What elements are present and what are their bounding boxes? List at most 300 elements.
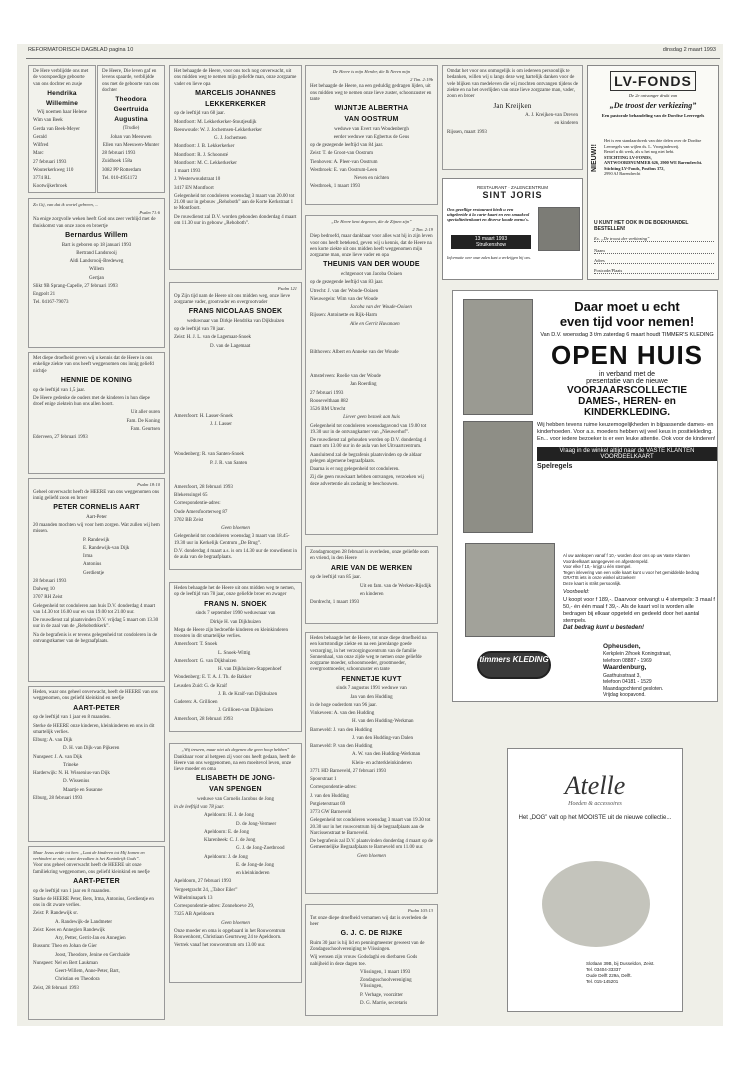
ad-text: J. Westerwoudstraat 10 <box>174 177 221 183</box>
ad-text: D. H. van Dijk-van Pijkeren <box>63 746 120 752</box>
ad-verse-ref: Psalm 71:6 <box>139 209 160 215</box>
ad-verse-ref: 2 Tim. 2:19b <box>410 76 433 82</box>
ad-text: Christian en Theodora <box>55 977 100 983</box>
ad-text: (Trudie) <box>122 126 140 132</box>
death-ad-arie <box>305 546 438 624</box>
ad-text: Neven en nichten <box>354 176 389 181</box>
timmer-example-label: Voorbeeld: <box>563 589 590 596</box>
ad-text: Montfoort: R. J. Schoonsté <box>174 152 229 158</box>
ad-text: Liever geen bezoek aan huis <box>343 415 400 421</box>
ad-text: 1 maart 1993 <box>174 169 201 174</box>
lv-cta: U KUNT HET OOK IN DE BOEKHANDEL BESTELLEN! <box>594 220 689 232</box>
death-ad-aart-peter-2 <box>28 846 165 1020</box>
ad-text: Gerdientje <box>83 570 105 576</box>
ad-text: P. J. R. van Santen <box>210 460 248 466</box>
ad-text: 3417 EN Montfoort <box>174 185 214 191</box>
ad-text: 3774 RL <box>33 176 51 181</box>
ad-verse-ref: Psalm 103:13 <box>407 908 433 913</box>
ad-text: Wim van Beek <box>33 118 63 124</box>
ad-text: Zeist: Kees en Annegien Randewijk <box>33 927 105 933</box>
ad-verse-ref: 2 Tim. 2:19 <box>412 226 433 232</box>
child-name: Augustina <box>114 116 148 124</box>
ad-text: Zeist: T. de Groot-van Oostrum <box>310 151 373 157</box>
ad-text: Alie en Gerrit Huvanaen <box>350 321 400 327</box>
atelle-tagline: Hoeden & accessoires <box>568 801 622 807</box>
ad-text: in de hoge ouderdom van 96 jaar. <box>310 702 377 708</box>
atelle-text: Het „DOG” valt op het MOOISTE uit de nieuwe collectie... <box>518 815 672 821</box>
ad-text: Omdat het voor ons onmogelijk is om iedereen persoonlijk te bedanken, willen wij u langs deze weg hartelijk danken voor de vele blijken van medeleven die wij mochten ontvangen tijdens de ziekte en na het overlijden van onze lieve zorgzame man, vader, zoon en broer <box>447 69 578 99</box>
restaurant-name: SINT JORIS <box>482 190 543 200</box>
ad-text: Op Zijn tijd nam de Heere uit ons midden weg, onze lieve zorgzame vader, grootvader en overgrootvader <box>174 293 291 305</box>
ad-text: De Here verblijdde ons met de voorspoedige geboorte van ons dochter en zusje <box>33 69 89 87</box>
ad-text: Apeldoorn: J. de Jong <box>204 854 248 860</box>
ad-text: op de gezegende leeftijd van 83 jaar. <box>310 280 384 286</box>
ad-text: op de gezegende leeftijd van 84 jaar. <box>310 143 384 148</box>
ad-text: G. J. de Jong-Zoetbrood <box>236 846 285 852</box>
ad-text: Gelegenheid tot condoleren aan huis D.V. donderdag 4 maart van 14.30 tot 16.00 uur en van 19.00 tot 21.00 uur. <box>33 603 156 615</box>
lv-body: STICHTING LV-FONDS, <box>604 154 652 160</box>
ad-text: Zeist: H. J. L. van de Lagemaat-Snoek <box>174 335 252 341</box>
store-opheusden: Opheusden, <box>603 643 641 650</box>
event-date: 13 maart 1993 <box>474 236 508 242</box>
ad-text: 3707 RH Zeist <box>33 595 63 601</box>
ad-verse: Maar Jezus zeide tot hen: „Laat de kinderen tot Mij komen en verhindert ze niet; want derzulken is het Koninkrijk Gods”. <box>33 850 145 861</box>
ad-text: sinds 7 augustus 1991 weduwe van <box>336 686 407 692</box>
birth-ad-hendrika <box>28 65 96 193</box>
ad-text: Voor ons geheel onverwacht heeft de HEERE uit onze familiekring weggenomen, ons geliefd kleinkind en neefje <box>33 863 150 875</box>
restaurant-info: Informatie over onze zalen kunt u verkrijgen bij ons. <box>447 255 531 260</box>
restaurant-text: Ons gezellige restaurant biedt u een uitgebreide à la carte-kaart en een smaakvol specialiteitenkaart en diverse koude menu's. <box>447 207 530 222</box>
death-ad-de-rijke <box>305 904 438 1016</box>
ad-text: Amersfoort: G. van Dijkhuizen <box>174 658 237 664</box>
photo-woman-hat <box>465 543 555 637</box>
ad-text: Geen bloemen <box>357 853 386 859</box>
ad-text: Geheel onverwacht heeft de HEERE van ons weggenomen ons innig geliefd zoon en broer <box>33 489 160 501</box>
death-ad-elisabeth <box>169 743 302 983</box>
ad-text: Barneveld: P. van den Hudding <box>310 744 373 749</box>
deceased-name: HENNIE DE KONING <box>60 376 133 384</box>
ad-text: Willem <box>89 267 104 273</box>
ad-text: Gelegenheid tot condoleren woensdag 3 maart van 18.45-19.30 uur in Kerkelijk Centrum „De Brug”. <box>174 534 290 546</box>
ad-text: Het behaagde de Heere, voor ons toch nog onverwacht, uit ons midden weg te nemen mijn geliefde man, onze zorgzame vader en lieve opa <box>174 69 297 87</box>
death-ad-aart-peter-1 <box>28 686 165 842</box>
ad-text: Na de begrafenis is er tevens gelegenheid tot condoleren in de ontvangstkamer van de begraafplaats. <box>33 632 158 644</box>
deceased-name: LEKKERKERKER <box>205 100 266 108</box>
ad-text: Uit aller ouren <box>130 410 160 416</box>
ad-text: 20 maanden mochten wij voor hem zorgen. Wat zullen wij hem missen. <box>33 523 160 535</box>
ad-text: J. van den Hudding-van Dalen <box>352 735 413 741</box>
lv-desc: Een pastorale behandeling van de Dordtse Leerregels <box>601 113 705 118</box>
ad-text: Jacoba van der Woude-Ooiaen <box>350 305 412 310</box>
timmers-kleding-ad <box>452 290 718 702</box>
ad-text: E. de Jong-de Jong <box>236 862 275 868</box>
ad-text: op de leeftijd van 68 jaar. <box>174 111 225 117</box>
ad-text: Marc <box>33 151 44 157</box>
death-ad-peter-cornelis <box>28 478 165 682</box>
ad-text: H. van Dijkhuizen-Stappenhoef <box>218 667 282 672</box>
photo-girl <box>463 299 533 415</box>
ad-text: Gaderen: A. Grillioen <box>174 700 218 705</box>
lv-postcode-field[interactable]: Postcode/Plaats <box>594 268 714 274</box>
ad-text: Reeuwoude: W. J. Jochemsen-Lekkerkerker <box>174 127 262 133</box>
ad-text: Wouterkerkweg 110 <box>33 167 74 173</box>
ad-text: Gerda van Beek-Meyer <box>33 126 80 132</box>
ad-text: J. van den Hudding <box>310 793 349 799</box>
ad-text: Tienhoven: A. Pleer-van Oostrum <box>310 159 378 165</box>
ad-text: G. J. Jochemsen <box>214 136 247 141</box>
ad-text: Heden, waar ons geheel onverwacht, heeft de HEERE van ons weggenomen, ons geliefd kleinkind en neefje <box>33 690 158 702</box>
ad-text: Zuidhoek 158a <box>102 159 133 165</box>
ad-verse: „De Heere kent degenen, die de Zijnen zijn” <box>331 219 412 224</box>
ad-verse: De Heere is mijn Herder, die Ik Neren mijn <box>332 69 411 74</box>
family-name: Jan Kreijken <box>493 102 532 111</box>
ad-text: Geen bloemen <box>221 526 250 532</box>
masthead-date: dinsdag 2 maart 1993 <box>662 47 716 53</box>
ad-text: Zeist, 28 februari 1993 <box>33 985 79 991</box>
ad-text: Aldi Landsrooij-Bredeweg <box>69 259 124 264</box>
ad-text: H. van den Hudding-Werkman <box>352 719 414 725</box>
ad-text: Tot onze diepe droefheid vernamen wij dat is overleden de heer <box>310 915 428 927</box>
store-line: telefoon 08887 - 1969 <box>603 657 652 664</box>
deceased-name: PETER CORNELIS AART <box>53 504 140 512</box>
deceased-name: AART-PETER <box>73 877 120 885</box>
ad-text: Gelegenheid tot condoleren woensdag 3 maart van 19.30 tot 20.30 uur in het rouwcentrum bij de begraafplaats aan de Narcissenstraat te Barneveld. <box>310 818 431 836</box>
deceased-name: FRANS NICOLAAS SNOEK <box>188 308 283 316</box>
ad-text: op de leeftijd van 1 jaar en 8 maanden. <box>33 715 111 721</box>
ad-text: J. Grillioen-van Dijkhuizen <box>218 708 273 714</box>
photo-hat-model <box>542 861 650 947</box>
ad-text: Dankbaar voor al hetgeen zij voor ons heeft gedaan, heeft de Heere van ons weggenomen, na een moeitevol leven, onze lieve moeder en oma <box>174 754 296 773</box>
ad-text: Jan Roerding <box>350 382 377 388</box>
lv-name-field[interactable]: Naam <box>594 248 714 254</box>
ad-text: Na enige zorgvolle weken heeft God ons zeer verblijd met de thuiskomst van onze zoon en broertje <box>33 217 156 229</box>
atelle-address: Oude Delft 229a, Delft. <box>586 973 632 979</box>
ad-text: Vergeetgracht 24, „Tabor Eiler” <box>174 887 238 893</box>
lv-subtitle: De 2e ontvanger drukt van <box>628 93 678 98</box>
timmer-example: U koopt voor f 189,-. Daarvoor ontvangt u 4 stempels: 3 maal f 50,- én één maal f 39,-. Als de kaart vol is worden alle bedragen bij elkaar opgeteld en gedeeld door het aantal stempels. <box>563 596 715 625</box>
ad-text: Gelegenheid tot condoleren woensdag 3 maart van 20.00 tot 21.00 uur in gebouw „Rehoboth” aan de Korte Kerkstraat 1 te Montfoort. <box>174 193 295 212</box>
ad-text: Bertrand Landsrooij <box>76 250 117 256</box>
lv-order-line[interactable]: Ex. „De troost der verkiezing” <box>594 236 714 242</box>
child-name: Theodora <box>115 96 147 103</box>
lv-body: Bestel u dit werk, als u het nog niet hebt. <box>604 149 675 155</box>
ad-text: Dalweg 10 <box>33 587 55 593</box>
masthead <box>20 45 722 57</box>
timmer-sub: Van D.V. woensdag 3 t/m zaterdag 6 maart houdt TIMMER'S KLEDING <box>540 332 714 338</box>
ad-text: Montfoort: M. Lekkerkerker-Stoutjesdijk <box>174 119 257 125</box>
child-name: Geertruida <box>113 106 149 114</box>
death-ad-frans-nicolaas <box>169 282 302 570</box>
ad-text: Zondagsschoolvereniging Vlissingen, <box>360 978 412 990</box>
ad-text: Irma <box>83 554 93 560</box>
ad-text: Amersfoort, 28 februari 1993 <box>174 484 233 490</box>
deceased-name: WIJNTJE ALBERTHA <box>334 105 409 112</box>
death-ad-hennie <box>28 352 165 474</box>
birth-ad-theodora <box>97 65 165 193</box>
ad-text: Wij wensen zijn vrouw Godsdaghi en dierbaren Gods nabijheid in deze dagen toe. <box>310 955 418 967</box>
ad-text: Woudenberg: R. van Santen-Snoek <box>174 452 245 458</box>
ad-text: Klarenbeek: C. J. de Jong <box>204 838 256 844</box>
atelle-address: Tel. 03404-33337 <box>586 967 621 973</box>
ad-text: Potgieterstraat 69 <box>310 801 346 807</box>
store-line: telefoon 04181 - 1529 <box>603 679 652 686</box>
ad-text: 28 februari 1993 <box>102 151 136 157</box>
timmer-headline-1: Daar moet u echt <box>574 299 680 314</box>
ad-text: Tel. 04167-79073 <box>33 300 69 306</box>
ad-text: Harderwijk: N. H. Wissenius-van Dijk <box>33 771 110 776</box>
lv-new-badge: NIEUW!! <box>591 144 598 172</box>
death-ad-wijntje <box>305 65 438 205</box>
ad-text: Nunspeet: J. A. van Dijk <box>33 754 83 760</box>
timmer-body: Wij hebben tevens ruime keuzemogelijkheden in bijpassende dames- en kinderhoeden. Voor a.s. moeders hebben wij veel keus in positiekleding. En... voor iedere bezoeker is er een leuke attentie. Ook voor de kinderen! <box>537 422 716 443</box>
ad-verse: Zo Gij, van dat ik wortel gebreen, ... <box>33 202 99 207</box>
ad-text: Vertrek vanaf het rouwcentrum om 13.00 uur. <box>174 943 266 949</box>
ad-text: Aansluitend zal de begrafenis plaatsvinden op de aldaar gelegen algemene begraafplaats. <box>310 452 422 464</box>
ad-verse: „Wij treuren, maar niet als degenen die geen hoop hebben” <box>181 747 290 752</box>
lv-address-field[interactable]: Adres <box>594 258 714 264</box>
ad-text: P. Verhage, voorzitter <box>360 992 403 998</box>
ad-text: Apeldoorn, 27 februari 1993 <box>174 879 232 885</box>
ad-text: L. Snoek-Wittig <box>218 650 251 656</box>
ad-text: weduwnaar van Dirkje Hendrika van Dijkhuizen <box>186 318 285 324</box>
ad-text: echtgenoot van Jacoba Ooiaen <box>341 272 402 277</box>
ad-text: Correspondentie-adres: <box>310 785 357 791</box>
child-name: Hendrika <box>47 89 77 97</box>
ad-text: Antonius <box>83 562 102 568</box>
ad-text: 7325 AB Apeldoorn <box>174 912 215 918</box>
ad-text: De Heere, Die leven gaf en levens spaarde, verblijdde ons met de geboorte van ons dochter <box>102 69 160 93</box>
ad-text: D. Wissenius <box>63 779 90 785</box>
ad-text: Correspondentie-adres: <box>174 501 221 507</box>
ad-text: D.V. donderdag 4 maart a.s. is om 14.30 uur de rouwdienst in de aula van de begraafplaats. <box>174 548 297 561</box>
lv-fonds-title: LV-FONDS <box>610 71 696 91</box>
ad-text: Heden behaagde het de Heere, tot onze diepe droefheid na een kortstondige ziekte en na een jarenlange goede verzorging, in het verzorgingscentrum van de familie Sonnenhaal, van onze zijde weg te nemen onze geliefde zorgzame moeder, schoonmoeder, grootmoeder, overgrootmoeder, schoonzuster en tante <box>310 636 427 673</box>
timmer-tag: Dat bedrag kunt u besteden! <box>563 625 645 632</box>
ad-text: Wilhelminapark 13 <box>174 895 213 901</box>
ad-text: en kleinkinderen <box>236 871 270 877</box>
ad-text: Wij noemen haar Helene <box>37 110 87 115</box>
death-ad-frans-snoek <box>169 582 302 732</box>
ad-text: Blekerssingel 65 <box>174 493 208 499</box>
deceased-name: AART-PETER <box>73 704 120 712</box>
ad-text: Rijssen, maart 1993 <box>447 129 487 135</box>
photo-girl-2 <box>463 421 533 533</box>
lv-body: Stichting LV-Fonds, Postbus 372, <box>604 165 665 171</box>
ad-text: Bussum: Theo en Johan de Gier <box>33 944 97 950</box>
timmer-collection: KINDERKLEDING. <box>583 407 671 418</box>
ad-text: Vlissingen, 1 maart 1993 <box>360 969 411 975</box>
ad-text: 3773 GW Barneveld <box>310 810 352 815</box>
ad-text: Johan van Meeuwen <box>110 134 152 140</box>
ad-text: Leusden Zuid: G. de Kraif <box>174 683 227 689</box>
ad-text: 27 februari 1993 <box>33 159 67 165</box>
ad-text: D. van de Lagemaat <box>210 343 251 349</box>
masthead-left: REFORMATORISCH DAGBLAD pagina 10 <box>28 47 134 53</box>
ad-text: Daarna is er nog gelegenheid tot condoleren. <box>310 467 400 472</box>
timmer-rule: Voor elke f 10,- krijgt u één stempel. <box>563 564 632 570</box>
ad-text: Gerald <box>33 134 47 140</box>
store-line: Kerkplein 2/hoek Koningstraat, <box>603 651 672 658</box>
ad-text: 3702 BB Zeist <box>174 517 204 523</box>
ad-text: op de leeftijd van 1,5 jaar. <box>33 387 86 393</box>
lv-slogan: „De troost der verkiezing” <box>609 101 697 110</box>
store-waardenburg: Waardenburg, <box>603 664 647 672</box>
timmer-headline-2: even tijd voor nemen! <box>559 314 695 329</box>
ad-text: P. Randewijk <box>83 537 110 543</box>
deceased-name: G. J. C. DE RIJKE <box>340 930 403 938</box>
ad-text: eerder weduwe van Egbertus de Geus <box>333 134 410 140</box>
ad-text: Uit en fam. van de Werken-Rijsdijk <box>360 583 432 589</box>
atelle-address: Slotlaan 39B, bij Dusseldon, Zeist. <box>586 961 655 966</box>
ad-text: D. G. Marrie, secretaris <box>360 1000 408 1006</box>
ad-text: Montfoort: M. C. Lekkerkerker <box>174 160 237 166</box>
ad-text: D. de Jong-Vermeer <box>236 821 277 827</box>
ad-text: weduwe van Cornelis Jacobus de Jong <box>196 796 275 802</box>
ad-text: Zij die geen rouwkaart hebben ontvangen, verzoeken wij deze advertentie als zodanig te beschouwen. <box>310 475 424 487</box>
ad-text: A. J. Kreijken-van Dreven <box>525 113 578 118</box>
ad-text: Mega de Heere zijn bedroefde kinderen en kleinkinderen troosten in dit smartelijke verlies. <box>174 627 288 639</box>
restaurant-event <box>451 235 531 249</box>
ad-text: A. Randewijk-de Landmeter <box>55 919 113 925</box>
ad-text: op de leeftijd van 85 jaar. <box>310 575 361 581</box>
ad-text: 28 februari 1993 <box>33 578 67 584</box>
ad-text: sinds 7 september 1990 weduwnaar van <box>195 611 276 617</box>
deceased-name: MARCELIS JOHANNES <box>195 89 276 97</box>
timmer-rule: Tegen inlevering van een volle kaart kunt u voor het gemiddelde bedrag GRATIS iets in onze winkel uitzoeken! <box>563 569 700 581</box>
timmer-rule: Al uw aankopen vanaf f 10,- worden door ons op uw Vaste Klanten Voordeelkaart aangegeven en afgestempeld. <box>563 553 690 564</box>
child-name: Bernardus Willem <box>65 231 128 239</box>
ad-text: Amersfoort: T. Snoek <box>174 642 218 648</box>
store-line: Vrijdag koopavond. <box>603 692 646 699</box>
ad-text: Oude Amersfoorterweg 87 <box>174 509 228 515</box>
timmer-collection: DAMES-, HEREN- en <box>578 396 676 407</box>
timmer-open-huis: OPEN HUIS <box>550 340 704 370</box>
ad-text: Jan van den Hudding <box>350 694 393 700</box>
ad-text: Elburg, 28 februari 1993 <box>33 795 83 801</box>
ad-text: De rouwdienst zal D.V. worden gehouden donderdag 4 maart om 11.30 uur in gebouw „Rehoboth”. <box>174 214 297 226</box>
ad-text: Ellen van Meeuwen-Munter <box>102 142 160 148</box>
ad-text: Rijssen: Antoinette en Rijk-Harm <box>310 313 378 319</box>
deceased-name: VAN OOSTRUM <box>344 115 399 123</box>
ad-text: Montfoort: J. B. Lekkerkerker <box>174 144 235 150</box>
ad-text: Diep bedroefd, maar dankbaar voor alles wat hij in zijn leven voor ons heeft betekend, geven wij u kennis, dat de Heere na een korte ziekte uit ons midden heeft weggenomen mijn zorgzame man, onze lieve vader en opa <box>310 234 433 258</box>
ad-text: Onze moeder en oma is opgebaard in het Rouwcentrum Rouwenhorst, Christiaan Geurtsweg 24 te Apeldoorn. <box>174 928 286 941</box>
ad-text: Geen bloemen <box>221 920 250 926</box>
ad-text: Roosevelthaan 882 <box>310 398 349 404</box>
ad-text: 27 februari 1993 <box>310 390 344 396</box>
ad-text: Kootwijkerbroek <box>33 184 68 190</box>
child-name: Willemine <box>45 99 79 107</box>
deceased-name: ELISABETH DE JONG- <box>195 775 276 783</box>
ad-text: Gertjan <box>89 275 104 281</box>
ad-text: Zeist: P. Randewijk sr. <box>33 911 78 917</box>
ad-text: Dirkje H. van Dijkhuizen <box>210 619 261 625</box>
timmer-rules-title: Spelregels <box>537 463 573 471</box>
ad-text: Apeldoorn: H. J. de Jong <box>204 813 254 819</box>
top-rule <box>26 58 720 59</box>
ad-text: Fam. Geurtsen <box>130 426 160 432</box>
ad-text: E. Randewijk-van Dijk <box>83 545 130 551</box>
ad-text: Apeldoorn: E. de Jong <box>204 829 249 835</box>
ad-text: Barneveld: J. van den Hudding <box>310 727 373 733</box>
ad-text: Bilthoven: Albert en Anneke van der Woude <box>310 349 399 355</box>
timmer-rule: Deze kaart is strikt persoonlijk. <box>563 580 622 586</box>
deceased-name: ARIE VAN DE WERKEN <box>330 564 413 572</box>
ad-text: Amstelveen: Roelie van der Woude <box>310 374 381 379</box>
ad-text: Utrecht: J. van der Woude-Ooiaen <box>310 288 379 294</box>
ad-text: op de leeftijd van 78 jaar. <box>174 327 225 333</box>
ad-text: Gelegenheid tot condoleren woensdagavond van 19.00 tot 19.30 uur in de ontvangkamer van „Nieuwerhof”. <box>310 423 427 435</box>
atelle-ad <box>507 748 683 1012</box>
ad-text: Westbroek: E. van Oostrum-Leen <box>310 167 378 173</box>
ad-text: Slikt 9B Sprang-Capelle, 27 februari 1993 <box>33 283 118 289</box>
ad-text: A. W. van den Hudding-Werkman <box>352 752 421 758</box>
ad-text: Sterke de HEERE onze kinderen, kleinkinderen en ons in dit smartelijk verlies. <box>33 723 155 735</box>
ad-text: Ruim 30 jaar is hij lid en penningmeester geweest van de Zondagsschoolvereniging te Vlissingen. <box>310 940 425 953</box>
birth-ad-bernardus <box>28 198 165 348</box>
ad-text: in de leeftijd van 78 jaar. <box>174 805 224 811</box>
death-ad-fennetje <box>305 632 438 894</box>
timmers-logo: timmers KLEDING <box>477 651 551 679</box>
ad-text: Dordrecht, 1 maart 1993 <box>310 600 360 605</box>
ad-text: De rouwdienst zal plaatsvinden D.V. vrijdag 5 maart om 13.30 uur in de zaal van de „Rehobothkerk”. <box>33 618 159 630</box>
store-line: Maandagochtend gesloten. <box>603 685 664 692</box>
ad-text: op de leeftijd van 1 jaar en 8 maanden. <box>33 888 111 894</box>
ad-text: Wilfred <box>33 143 49 148</box>
ad-text: Bart is geboren op 18 januari 1993 <box>61 242 132 248</box>
ad-text: en kinderen <box>554 121 578 127</box>
ad-text: Engpolt 21 <box>33 292 56 297</box>
ad-text: Nieuwegein: Wim van der Woude <box>310 296 378 302</box>
restaurant-photo <box>538 207 580 251</box>
lv-body: ANTWOORDNUMMER 626, 2900 WE Barendrecht. <box>604 160 703 166</box>
ad-verse-ref: Psalm 18:10 <box>137 482 160 487</box>
ad-verse-ref: Psalm 121 <box>277 286 297 291</box>
ad-text: De rouwdienst zal gehouden worden op D.V. donderdag 4 maart om 13.00 uur in de aula van het Uitvaartcentrum. <box>310 438 426 450</box>
timmer-collection: VOORJAARSCOLLECTIE <box>566 385 687 396</box>
deceased-name: FRANS N. SNOEK <box>204 600 267 608</box>
ad-text: Maartje en Susanne <box>63 787 103 793</box>
ad-text: Correspondentie-adres: Zonnehoeve 29, <box>174 904 255 910</box>
ad-text: J. B. de Kraif-van Dijkhuizen <box>218 691 278 697</box>
ad-text: Tel. 010-4951172 <box>102 175 138 181</box>
death-ad-marcelis <box>169 65 302 270</box>
atelle-logo: Atelle <box>564 771 626 800</box>
deceased-name: FENNETJE KUYT <box>341 675 402 683</box>
timmer-banner: Vraag in de winkel altijd naar de VASTE KLANTEN VOORDEELKAART <box>537 447 717 461</box>
ad-text: Starke de HEERE Peter, Bets, Irma, Antonius, Gerdientje en ons in dit zware verlies. <box>33 896 154 908</box>
ad-text: Amersfoort: H. Lasser-Snoek <box>174 413 233 419</box>
lv-body: 2990 AJ Barendrecht <box>604 171 641 177</box>
ad-text: Zondagmorgen 28 februari is overleden, onze geliefde oom en vriend, in den Heere <box>310 550 429 562</box>
ad-text: 3771 HD Barneveld, 27 februari 1993 <box>310 768 387 774</box>
restaurant-label: RESTAURANT · ZALENCENTRUM <box>476 185 549 190</box>
atelle-address: Tel. 015-145201 <box>586 979 619 985</box>
ad-text: Elburg: A. van Dijk <box>33 738 73 743</box>
ad-text: Nunspeet: Nel en Bert Laukman <box>33 960 98 966</box>
ad-text: Ary, Petter, Gerrit-Jan en Annegien <box>55 936 126 941</box>
store-line: Gasthuisstraat 3, <box>603 672 641 679</box>
restaurant-ad <box>442 178 583 280</box>
ad-text: Geert-Willem, Anne-Peter, Bart, <box>55 969 120 974</box>
deceased-name: THEUNIS VAN DER WOUDE <box>323 261 420 269</box>
ad-text: 3526 BM Utrecht <box>310 407 346 412</box>
ad-text: en kinderen <box>360 591 384 597</box>
ad-text: Ederveen, 27 februari 1993 <box>33 435 88 440</box>
timmer-text: presentatie van de nieuwe <box>586 378 668 385</box>
event-name: Struikenshow <box>475 242 506 248</box>
death-ad-theunis <box>305 215 438 535</box>
